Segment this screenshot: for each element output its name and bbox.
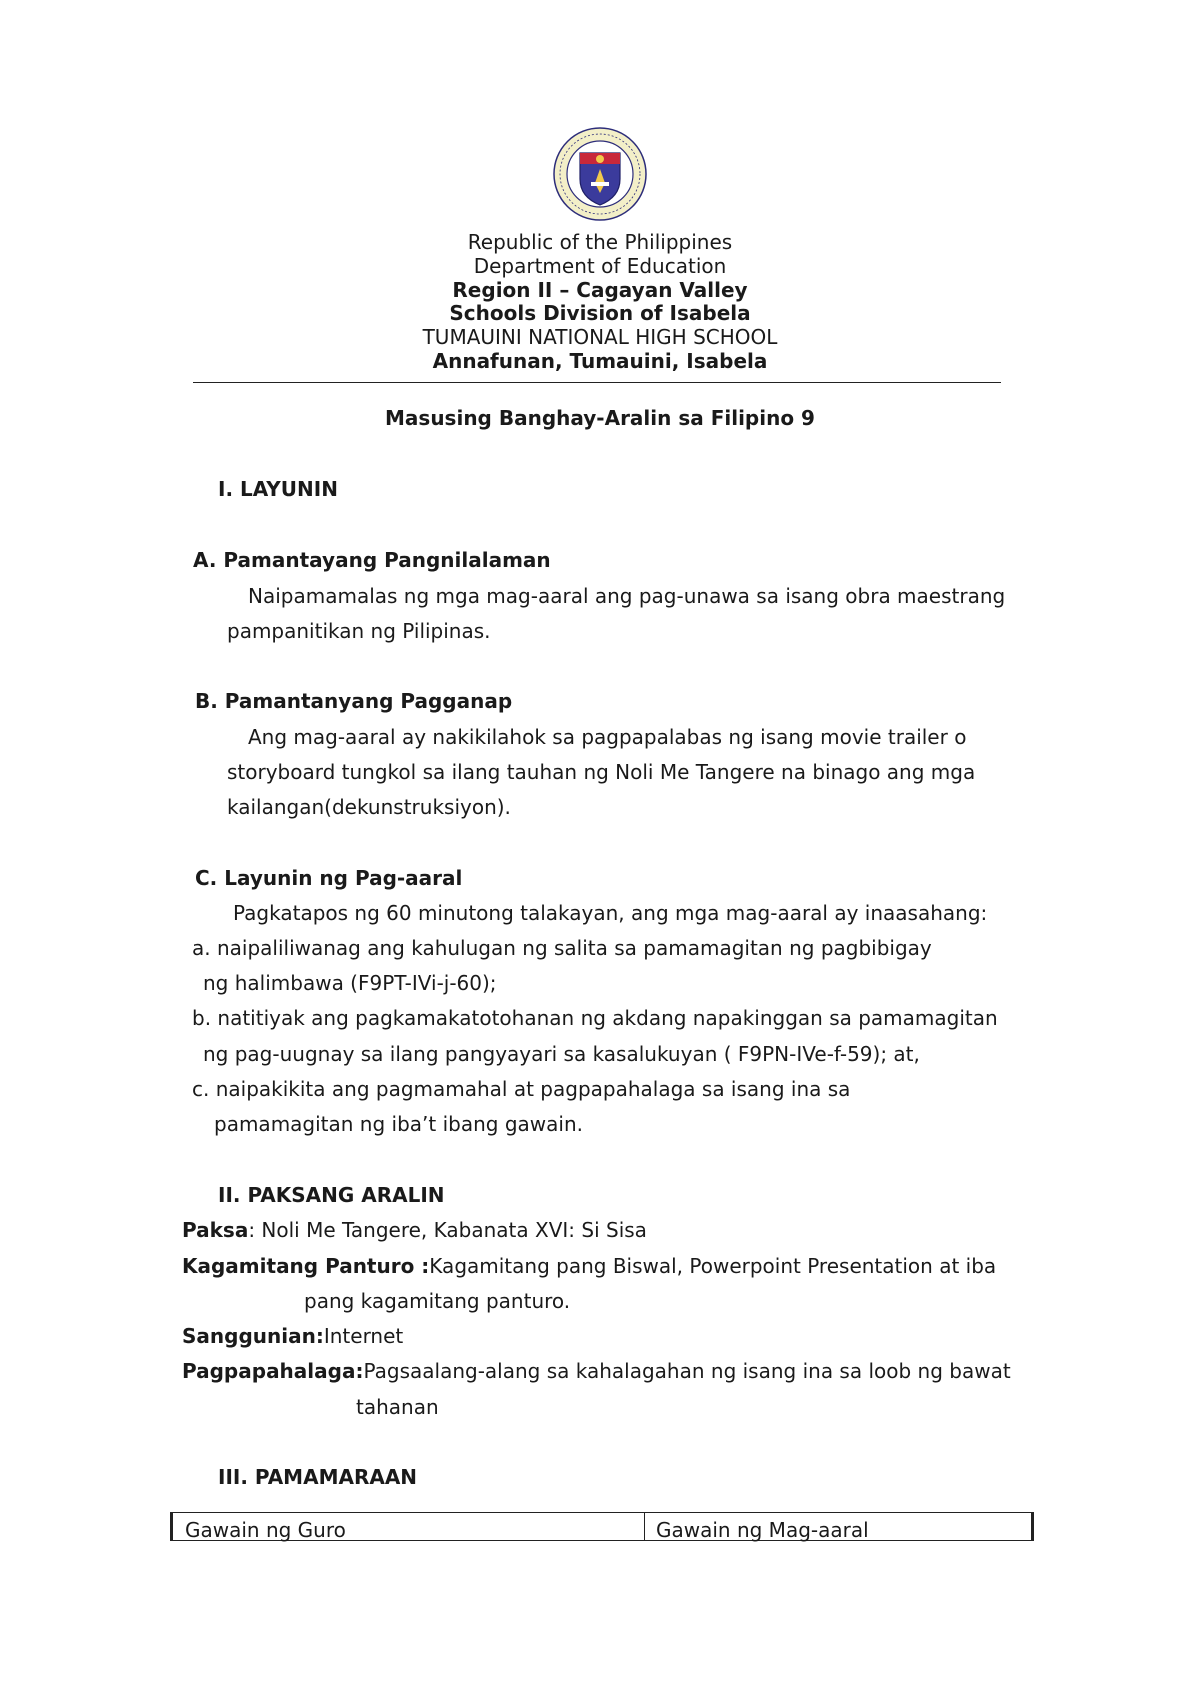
kagamitan-label: Kagamitang Panturo : — [182, 1254, 430, 1278]
sanggunian-label: Sanggunian: — [182, 1324, 324, 1348]
subsection-a-heading: A. Pamantayang Pangnilalaman — [193, 548, 551, 572]
pagpapahalaga-value: Pagsaalang-alang sa kahalagahan ng isang ina sa loob ng bawat — [363, 1359, 1011, 1383]
paksa-value: : Noli Me Tangere, Kabanata XVI: Si Sisa — [248, 1218, 647, 1242]
sanggunian-value: Internet — [323, 1324, 404, 1348]
section-pamamaraan-heading: III. PAMAMARAAN — [218, 1465, 418, 1489]
paksa-row — [182, 1220, 647, 1240]
objective-item: pamamagitan ng iba’t ibang gawain. — [214, 1112, 583, 1136]
header-republic: Republic of the Philippines — [467, 230, 733, 254]
header-school: TUMAUINI NATIONAL HIGH SCHOOL — [422, 325, 778, 349]
objective-item: c. naipakikita ang pagmamahal at pagpapahalaga sa isang ina sa — [192, 1077, 851, 1101]
document-title: Masusing Banghay-Aralin sa Filipino 9 — [385, 406, 815, 430]
kagamitan-value: Kagamitang pang Biswal, Powerpoint Presentation at iba — [429, 1254, 997, 1278]
kagamitan-value-cont: pang kagamitang panturo. — [304, 1289, 571, 1313]
deped-seal-logo — [553, 127, 647, 221]
sanggunian-row — [182, 1326, 403, 1346]
pagpapahalaga-row — [182, 1361, 1011, 1381]
subsection-c-intro: Pagkatapos ng 60 minutong talakayan, ang mga mag-aaral ay inaasahang: — [233, 901, 988, 925]
kagamitan-row — [182, 1256, 996, 1276]
objective-item: ng pag-uugnay sa ilang pangyayari sa kasalukuyan ( F9PN-IVe-f-59); at, — [203, 1042, 920, 1066]
paksa-label: Paksa — [182, 1218, 249, 1242]
subsection-c-heading: C. Layunin ng Pag-aaral — [195, 866, 463, 890]
table-header-mag-aaral: Gawain ng Mag-aaral — [656, 1518, 869, 1542]
pagpapahalaga-value-cont: tahanan — [356, 1395, 439, 1419]
objective-item: ng halimbawa (F9PT-IVi-j-60); — [203, 971, 497, 995]
header-divider — [193, 382, 1001, 383]
header-region: Region II – Cagayan Valley — [452, 278, 748, 302]
subsection-a-line: Naipamamalas ng mga mag-aaral ang pag-unawa sa isang obra maestrang — [248, 584, 1006, 608]
section-paksa-heading: II. PAKSANG ARALIN — [218, 1183, 445, 1207]
section-layunin-heading: I. LAYUNIN — [218, 477, 338, 501]
header-department: Department of Education — [473, 254, 727, 278]
table-header-guro: Gawain ng Guro — [185, 1518, 346, 1542]
header-division: Schools Division of Isabela — [449, 301, 751, 325]
subsection-b-line: Ang mag-aaral ay nakikilahok sa pagpapalabas ng isang movie trailer o — [248, 725, 967, 749]
table-column-divider — [644, 1513, 645, 1540]
subsection-b-heading: B. Pamantanyang Pagganap — [195, 689, 513, 713]
pamamaraan-table — [170, 1512, 1034, 1541]
pagpapahalaga-label: Pagpapahalaga: — [182, 1359, 364, 1383]
header-address: Annafunan, Tumauini, Isabela — [432, 349, 768, 373]
objective-item: a. naipaliliwanag ang kahulugan ng salita sa pamamagitan ng pagbibigay — [192, 936, 932, 960]
objective-item: b. natitiyak ang pagkamakatotohanan ng akdang napakinggan sa pamamagitan — [192, 1006, 998, 1030]
subsection-b-line: kailangan(dekunstruksiyon). — [227, 795, 511, 819]
subsection-b-line: storyboard tungkol sa ilang tauhan ng Noli Me Tangere na binago ang mga — [227, 760, 976, 784]
subsection-a-line: pampanitikan ng Pilipinas. — [227, 619, 491, 643]
